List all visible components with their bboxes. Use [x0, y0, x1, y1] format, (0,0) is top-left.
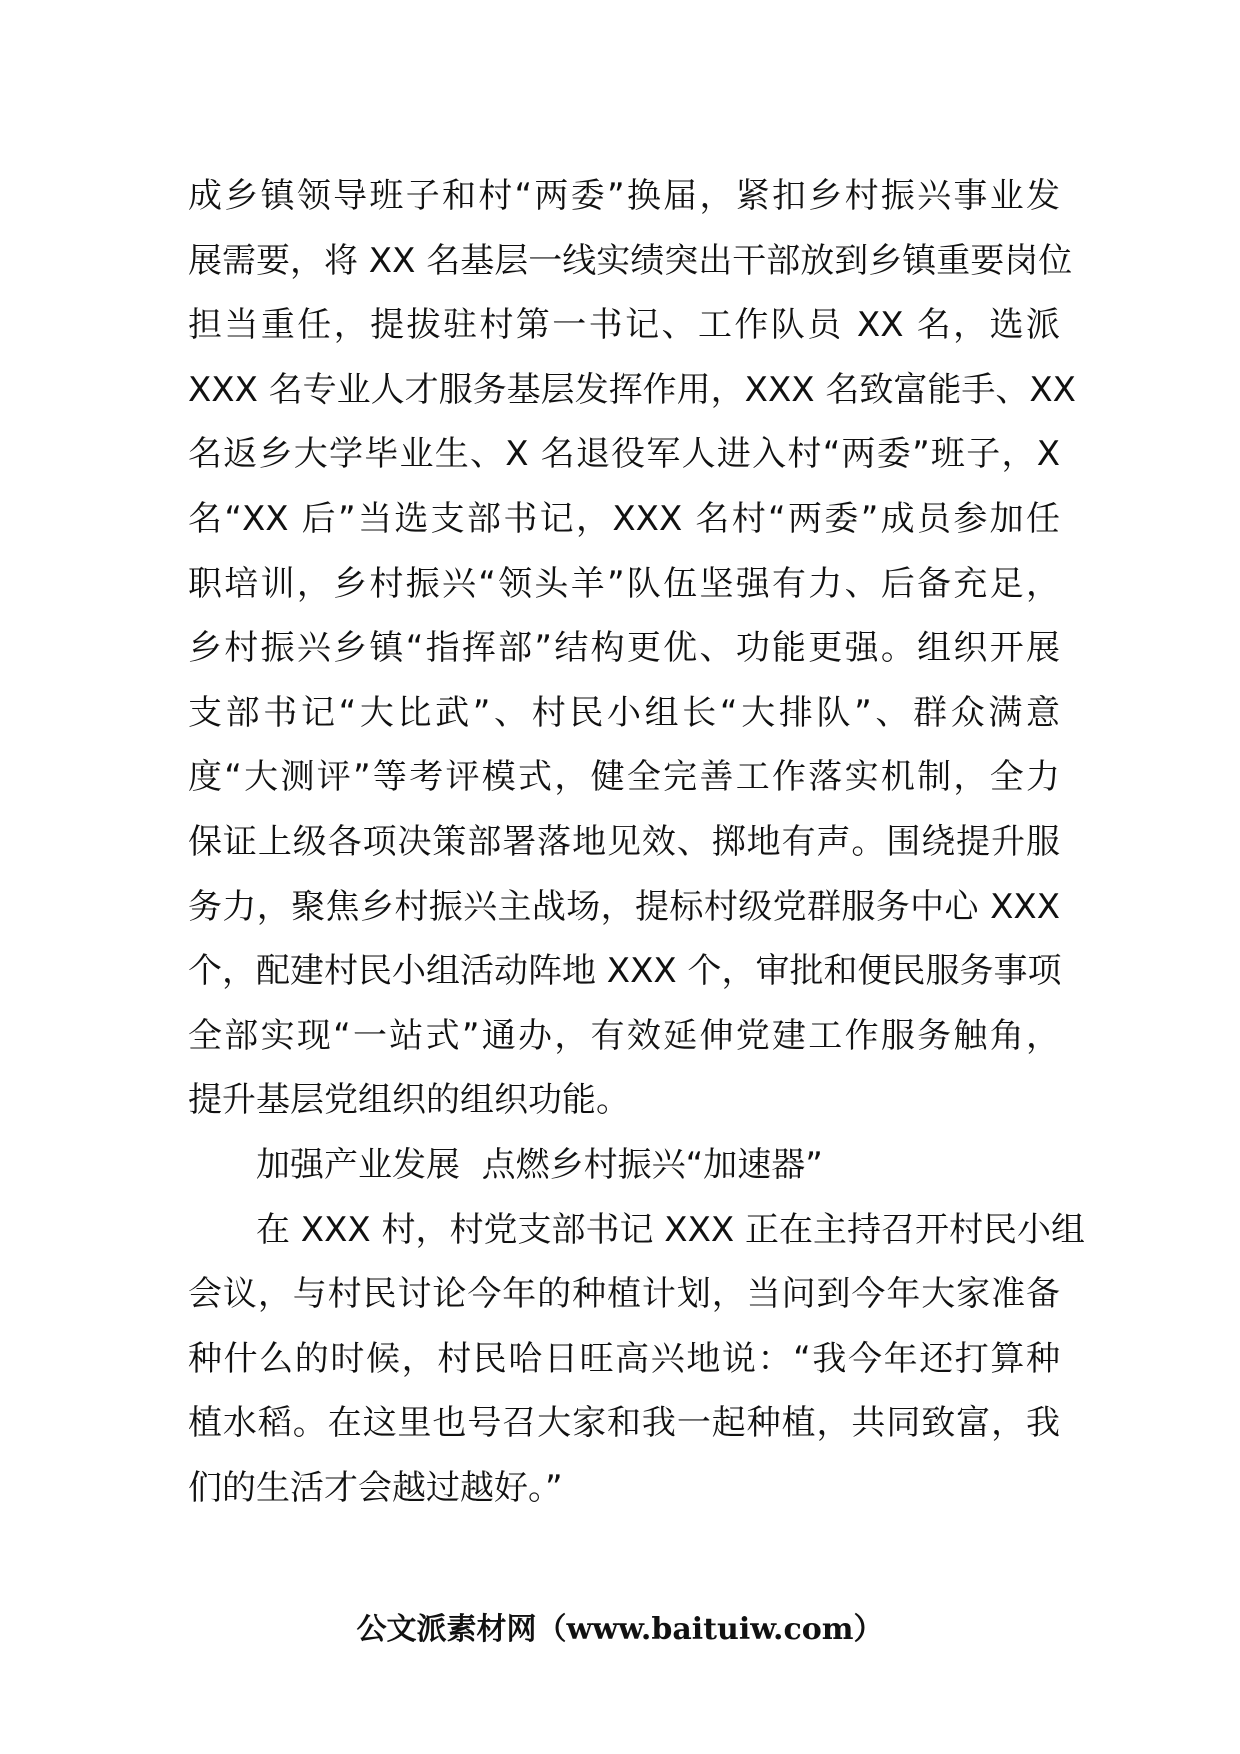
text-line: 会议，与村民讨论今年的种植计划，当问到今年大家准备 [188, 1274, 1060, 1315]
text-line: 成乡镇领导班子和村“两委”换届，紧扣乡村振兴事业发 [188, 176, 1060, 216]
text-line: 在 XXX 村，村党支部书记 XXX 正在主持召开村民小组 [256, 1209, 1085, 1250]
text-line: 名返乡大学毕业生、X 名退役军人进入村“两委”班子，X [188, 434, 1060, 475]
text-line: 们的生活才会越过越好。” [188, 1467, 563, 1508]
document-body [188, 164, 1085, 1520]
text-line: 提升基层党组织的组织功能。 [188, 1080, 630, 1121]
text-line: 担当重任，提拔驻村第一书记、工作队员 XX 名，选派 [188, 305, 1060, 346]
section-heading: 加强产业发展 点燃乡村振兴“加速器” [256, 1144, 823, 1185]
text-line: XXX 名专业人才服务基层发挥作用，XXX 名致富能手、XX [188, 369, 1076, 410]
footer-watermark: 公文派素材网（www.baituiw.com） [356, 1612, 884, 1647]
text-line: 乡村振兴乡镇“指挥部”结构更优、功能更强。组织开展 [188, 628, 1060, 669]
paragraph-1 [188, 164, 1076, 1133]
paragraph-2 [188, 1198, 1085, 1521]
text-line: 个，配建村民小组活动阵地 XXX 个，审批和便民服务事项 [188, 951, 1062, 992]
text-line: 职培训，乡村振兴“领头羊”队伍坚强有力、后备充足， [188, 563, 1060, 604]
text-line: 全部实现“一站式”通办，有效延伸党建工作服务触角， [188, 1015, 1060, 1056]
text-line: 保证上级各项决策部署落地见效、掷地有声。围绕提升服 [188, 821, 1060, 862]
text-line: 展需要，将 XX 名基层一线实绩突出干部放到乡镇重要岗位 [188, 240, 1073, 281]
text-line: 植水稻。在这里也号召大家和我一起种植，共同致富，我 [188, 1403, 1060, 1444]
text-line: 种什么的时候，村民哈日旺高兴地说：“我今年还打算种 [188, 1338, 1060, 1379]
text-line: 支部书记“大比武”、村民小组长“大排队”、群众满意 [188, 692, 1060, 733]
text-line: 名“XX 后”当选支部书记，XXX 名村“两委”成员参加任 [188, 498, 1060, 539]
text-line: 度“大测评”等考评模式，健全完善工作落实机制，全力 [188, 757, 1060, 798]
text-line: 务力，聚焦乡村振兴主战场，提标村级党群服务中心 XXX [188, 886, 1060, 927]
